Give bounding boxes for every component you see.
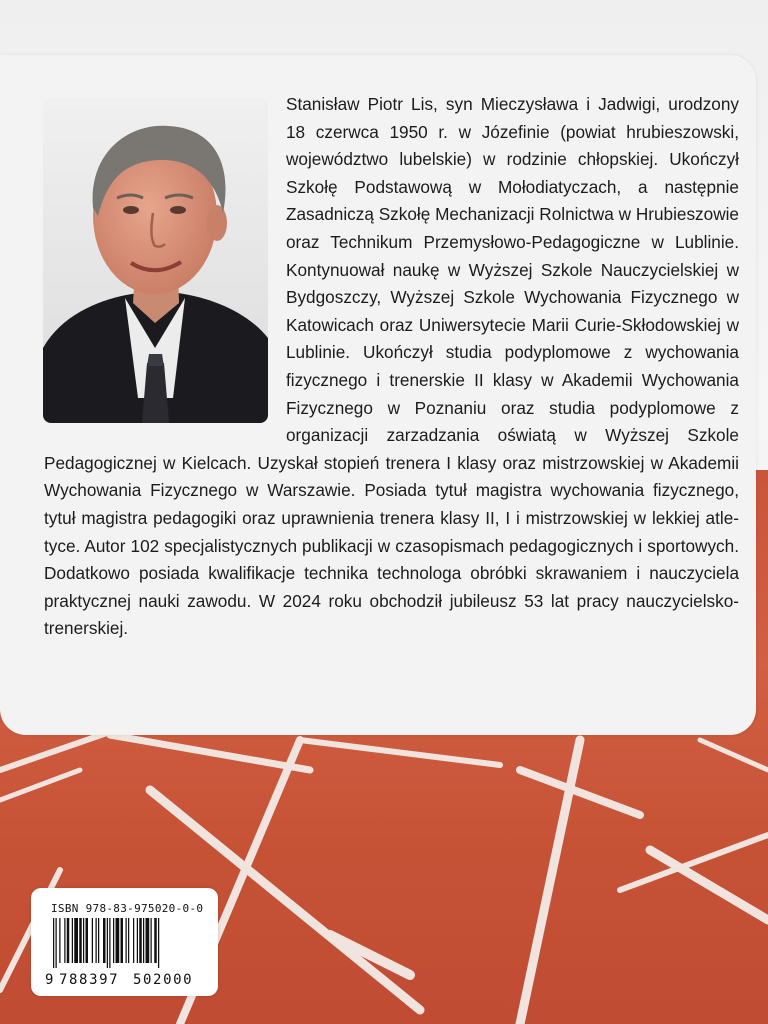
- ean-left-group: 788397: [59, 972, 120, 988]
- ean-right-group: 502000: [133, 972, 194, 988]
- isbn-number: ISBN 978-83-975020-0-0: [51, 902, 204, 915]
- ean-first-digit: 9: [45, 972, 56, 988]
- barcode-icon: [53, 918, 203, 968]
- photo-text-wrap-spacer: [44, 91, 286, 429]
- isbn-barcode-panel: [31, 888, 218, 996]
- author-biography: [44, 91, 739, 643]
- biography-text: Stanisław Piotr Lis, syn Mieczysława i Jadwigi, urodzony 18 czerwca 1950 r. w Józefinie (powiat hrubieszowski, województwo lubelskie) w rodzinie chłopskiej. Ukończył Szkołę Podstawową w Mołodiatyczach, a następnie Zasadniczą Szkołę Mechanizacji Rolnictwa w Hrubieszowie oraz Technikum Przemysłowo-Pedagogiczne w Lublinie. Kontynuował naukę w Wyższej Szkole Nauczycielskiej w Bydgoszczy, Wyższej Szkole Wychowania Fizycznego w Katowicach oraz Uniwersytecie Marii Curie-Skłodowskiej w Lublinie. Ukończył studia podyplomowe z wychowania fizycznego i trenerskie II klasy w Akademii Wychowania Fizycznego w Poznaniu oraz studia podyplomowe z organizacji zarzadzania oświatą w Wyższej Szkole Pedagogicznej w Kielcach. Uzyskał stopień trenera I klasy oraz mistrzowskiej w Akademii Wychowania Fizycznego w Warszawie. Posiada tytuł magistra wychowania fizycznego, tytuł magistra pedagogiki oraz uprawnienia trenera klasy II, I i mistrzowskiej w lekkiej atletyce. Autor 102 specjalistycznych publikacji w czasopismach pedagogicznych i sportowych. Dodatkowo posiada kwalifikacje technika technologa obróbki skrawaniem i nauczyciela praktycznej nauki zawodu. W 2024 roku obchodził jubileusz 53 lat pracy nauczycielsko-trenerskiej.: [44, 94, 739, 639]
